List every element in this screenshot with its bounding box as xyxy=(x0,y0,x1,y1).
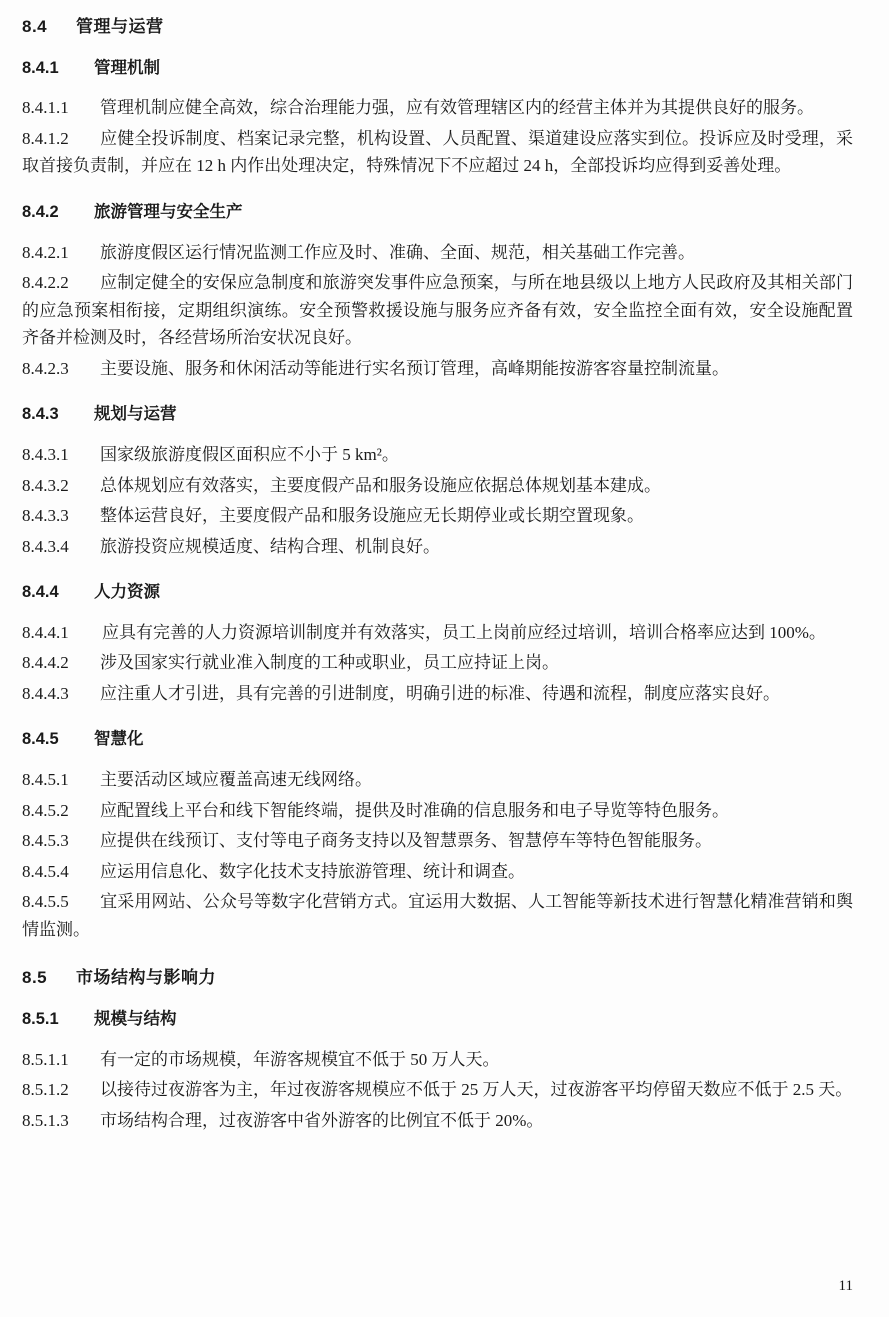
heading-8-4-1 xyxy=(22,56,853,81)
heading-8-4-number: 8.4 xyxy=(22,17,48,36)
clause-8-4-4-1-number: 8.4.4.1 xyxy=(22,622,69,642)
clause-8-4-5-4-number: 8.4.5.4 xyxy=(22,861,69,881)
heading-8-4 xyxy=(22,14,853,40)
heading-8-4-3 xyxy=(22,402,853,427)
clause-8-4-5-2 xyxy=(22,797,853,825)
clause-8-4-1-1-number: 8.4.1.1 xyxy=(22,98,69,118)
clause-8-5-1-1-number: 8.5.1.1 xyxy=(22,1049,69,1069)
heading-8-4-4 xyxy=(22,580,853,605)
heading-8-5-1-title: 规模与结构 xyxy=(94,1009,177,1028)
clause-8-5-1-3 xyxy=(22,1107,853,1135)
clause-8-4-5-3-text: 应提供在线预订、支付等电子商务支持以及智慧票务、智慧停车等特色智能服务。 xyxy=(100,831,712,851)
heading-8-4-2 xyxy=(22,200,853,225)
clause-8-5-1-3-number: 8.5.1.3 xyxy=(22,1110,69,1130)
clause-8-4-4-3 xyxy=(22,680,853,708)
clause-8-5-1-3-text: 市场结构合理，过夜游客中省外游客的比例宜不低于 20%。 xyxy=(100,1110,544,1130)
heading-8-4-4-number: 8.4.4 xyxy=(22,583,59,602)
clause-8-4-3-1 xyxy=(22,441,853,469)
heading-8-4-2-number: 8.4.2 xyxy=(22,202,59,221)
clause-8-4-3-4-text: 旅游投资应规模适度、结构合理、机制良好。 xyxy=(100,536,440,556)
heading-8-5-1 xyxy=(22,1007,853,1032)
clause-8-4-3-2-text: 总体规划应有效落实，主要度假产品和服务设施应依据总体规划基本建成。 xyxy=(100,475,661,495)
heading-8-5-number: 8.5 xyxy=(22,968,48,988)
clause-8-4-3-3-text: 整体运营良好，主要度假产品和服务设施应无长期停业或长期空置现象。 xyxy=(100,506,644,526)
clause-8-4-4-2-number: 8.4.4.2 xyxy=(22,653,69,673)
clause-8-4-5-4 xyxy=(22,858,853,886)
heading-8-4-1-number: 8.4.1 xyxy=(22,58,59,77)
clause-8-4-3-3-number: 8.4.3.3 xyxy=(22,506,69,526)
clause-8-4-5-3-number: 8.4.5.3 xyxy=(22,831,69,851)
heading-8-4-2-title: 旅游管理与安全生产 xyxy=(94,202,243,221)
clause-8-4-3-3 xyxy=(22,502,853,530)
clause-8-4-5-5-number: 8.4.5.5 xyxy=(22,892,69,912)
clause-8-4-5-1 xyxy=(22,766,853,794)
clause-8-4-2-1 xyxy=(22,239,853,267)
clause-8-4-2-2 xyxy=(22,269,853,352)
clause-8-4-2-3 xyxy=(22,355,853,383)
clause-8-4-5-5-text: 宜采用网站、公众号等数字化营销方式。宜运用大数据、人工智能等新技术进行智慧化精准营销和舆情监测。 xyxy=(22,892,853,939)
clause-8-4-1-2-number: 8.4.1.2 xyxy=(22,128,69,148)
heading-8-5-1-number: 8.5.1 xyxy=(22,1009,59,1028)
heading-8-5 xyxy=(22,965,853,991)
clause-8-4-3-2-number: 8.4.3.2 xyxy=(22,475,69,495)
clause-8-4-4-3-number: 8.4.4.3 xyxy=(22,683,69,703)
clause-8-4-3-2 xyxy=(22,472,853,500)
clause-8-4-5-4-text: 应运用信息化、数字化技术支持旅游管理、统计和调查。 xyxy=(100,861,525,881)
clause-8-4-2-3-number: 8.4.2.3 xyxy=(22,358,69,378)
clause-8-5-1-2-number: 8.5.1.2 xyxy=(22,1080,69,1100)
clause-8-5-1-1 xyxy=(22,1046,853,1074)
clause-8-4-1-1-text: 管理机制应健全高效，综合治理能力强，应有效管理辖区内的经营主体并为其提供良好的服务。 xyxy=(100,98,814,118)
clause-8-4-5-5 xyxy=(22,888,853,943)
heading-8-4-5-title: 智慧化 xyxy=(94,730,144,749)
clause-8-4-3-1-number: 8.4.3.1 xyxy=(22,445,69,464)
clause-8-4-3-4-number: 8.4.3.4 xyxy=(22,536,69,556)
page-number: 11 xyxy=(838,1278,853,1294)
heading-8-4-5-number: 8.4.5 xyxy=(22,730,59,749)
heading-8-4-3-number: 8.4.3 xyxy=(22,405,59,424)
heading-8-4-1-title: 管理机制 xyxy=(94,58,160,77)
clause-8-4-5-1-text: 主要活动区域应覆盖高速无线网络。 xyxy=(100,770,372,790)
clause-8-5-1-1-text: 有一定的市场规模，年游客规模宜不低于 50 万人天。 xyxy=(100,1049,500,1069)
clause-8-4-2-2-number: 8.4.2.2 xyxy=(22,273,69,293)
clause-8-4-5-3 xyxy=(22,827,853,855)
heading-8-4-3-title: 规划与运营 xyxy=(94,405,177,424)
clause-8-4-4-3-text: 应注重人才引进，具有完善的引进制度，明确引进的标准、待遇和流程，制度应落实良好。 xyxy=(100,683,780,703)
clause-8-4-3-4 xyxy=(22,533,853,561)
clause-8-4-3-1-text: 国家级旅游度假区面积应不小于 5 km²。 xyxy=(100,445,399,464)
heading-8-4-title: 管理与运营 xyxy=(76,17,164,36)
clause-8-4-1-2-text: 应健全投诉制度、档案记录完整，机构设置、人员配置、渠道建设应落实到位。投诉应及时受理，采取首接负责制，并应在 12 h 内作出处理决定，特殊情况下不应超过 24 h，全部投诉均应得到妥善处理。 xyxy=(22,128,853,176)
clause-8-4-4-1-text: 应具有完善的人力资源培训制度并有效落实，员工上岗前应经过培训，培训合格率应达到 100%。 xyxy=(102,622,826,642)
clause-8-4-4-2 xyxy=(22,649,853,677)
clause-8-4-4-2-text: 涉及国家实行就业准入制度的工种或职业，员工应持证上岗。 xyxy=(100,653,559,673)
heading-8-4-5 xyxy=(22,727,853,752)
clause-8-4-4-1 xyxy=(22,619,853,647)
clause-8-4-2-1-number: 8.4.2.1 xyxy=(22,242,69,262)
heading-8-4-4-title: 人力资源 xyxy=(94,583,160,602)
clause-8-4-2-2-text: 应制定健全的安保应急制度和旅游突发事件应急预案，与所在地县级以上地方人民政府及其相关部门的应急预案相衔接，定期组织演练。安全预警救援设施与服务应齐备有效，安全监控全面有效，安全设施配置齐备并检测及时，各经营场所治安状况良好。 xyxy=(22,273,853,348)
clause-8-5-1-2-text: 以接待过夜游客为主，年过夜游客规模应不低于 25 万人天，过夜游客平均停留天数应不低于 2.5 天。 xyxy=(100,1080,853,1100)
clause-8-4-5-2-number: 8.4.5.2 xyxy=(22,800,69,820)
clause-8-4-1-1 xyxy=(22,94,853,122)
document-body xyxy=(22,14,853,1134)
clause-8-4-5-1-number: 8.4.5.1 xyxy=(22,770,69,790)
clause-8-5-1-2 xyxy=(22,1076,853,1104)
clause-8-4-1-2 xyxy=(22,125,853,180)
clause-8-4-2-1-text: 旅游度假区运行情况监测工作应及时、准确、全面、规范，相关基础工作完善。 xyxy=(100,242,695,262)
clause-8-4-5-2-text: 应配置线上平台和线下智能终端，提供及时准确的信息服务和电子导览等特色服务。 xyxy=(100,800,729,820)
clause-8-4-2-3-text: 主要设施、服务和休闲活动等能进行实名预订管理，高峰期能按游客容量控制流量。 xyxy=(100,358,729,378)
heading-8-5-title: 市场结构与影响力 xyxy=(76,968,216,988)
